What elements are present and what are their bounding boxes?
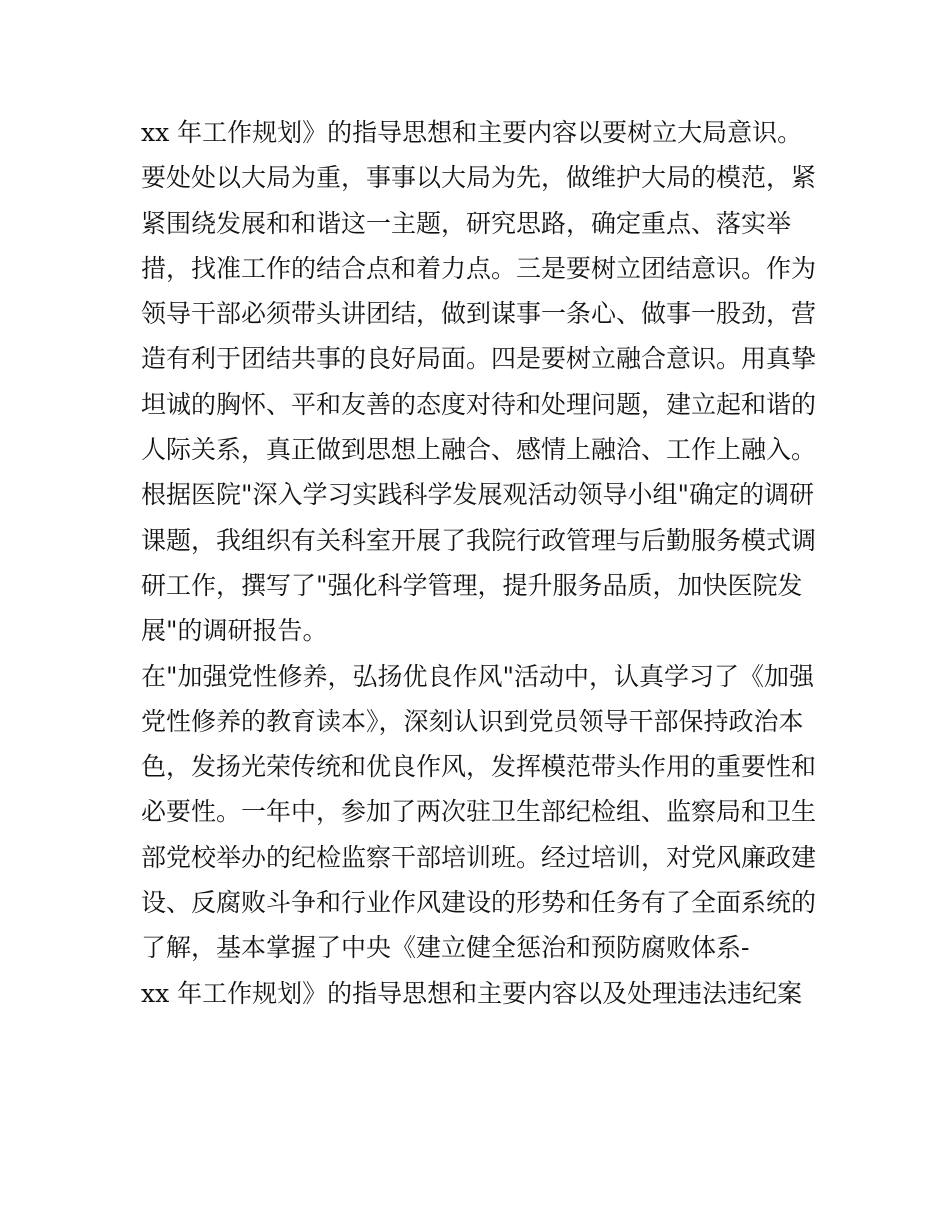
text-line: 领导干部必须带头讲团结，做到谋事一条心、做事一股劲，营 [141,299,817,329]
text-line: 党性修养的教育读本》，深刻认识到党员领导干部保持政治本 [141,706,804,736]
text-line: 课题，我组织有关科室开展了我院行政管理与后勤服务模式调 [141,525,817,555]
text-line: 紧围绕发展和和谐这一主题，研究思路，确定重点、落实举 [141,208,792,238]
text-line: 坦诚的胸怀、平和友善的态度对待和处理问题，建立起和谐的 [141,389,817,419]
text-line: 要处处以大局为重，事事以大局为先，做维护大局的模范，紧 [141,163,817,193]
text-line: 人际关系，真正做到思想上融合、感情上融洽、工作上融入。 [141,435,817,465]
text-line: 了解，基本掌握了中央《建立健全惩治和预防腐败体系- [141,933,750,963]
text-line: 造有利于团结共事的良好局面。四是要树立融合意识。用真挚 [141,344,817,374]
text-line: 色，发扬光荣传统和优良作风，发挥模范带头作用的重要性和 [141,752,817,782]
text-line: 措，找准工作的结合点和着力点。三是要树立团结意识。作为 [141,253,817,283]
text-line: 必要性。一年中，参加了两次驻卫生部纪检组、监察局和卫生 [141,797,817,827]
text-line: 根据医院"深入学习实践科学发展观活动领导小组"确定的调研 [141,480,815,510]
text-line: 设、反腐败斗争和行业作风建设的形势和任务有了全面系统的 [141,888,817,918]
document-body [141,110,821,1016]
text-line: xx 年工作规划》的指导思想和主要内容以要树立大局意识。 [141,118,803,147]
text-line: 在"加强党性修养，弘扬优良作风"活动中，认真学习了《加强 [141,661,815,691]
text-line: 研工作，撰写了"强化科学管理，提升服务品质，加快医院发 [141,570,803,600]
text-line: 部党校举办的纪检监察干部培训班。经过培训，对党风廉政建 [141,842,817,872]
text-line: 展"的调研报告。 [141,616,328,646]
text-line: xx 年工作规划》的指导思想和主要内容以及处理违法违纪案 [141,978,803,1008]
